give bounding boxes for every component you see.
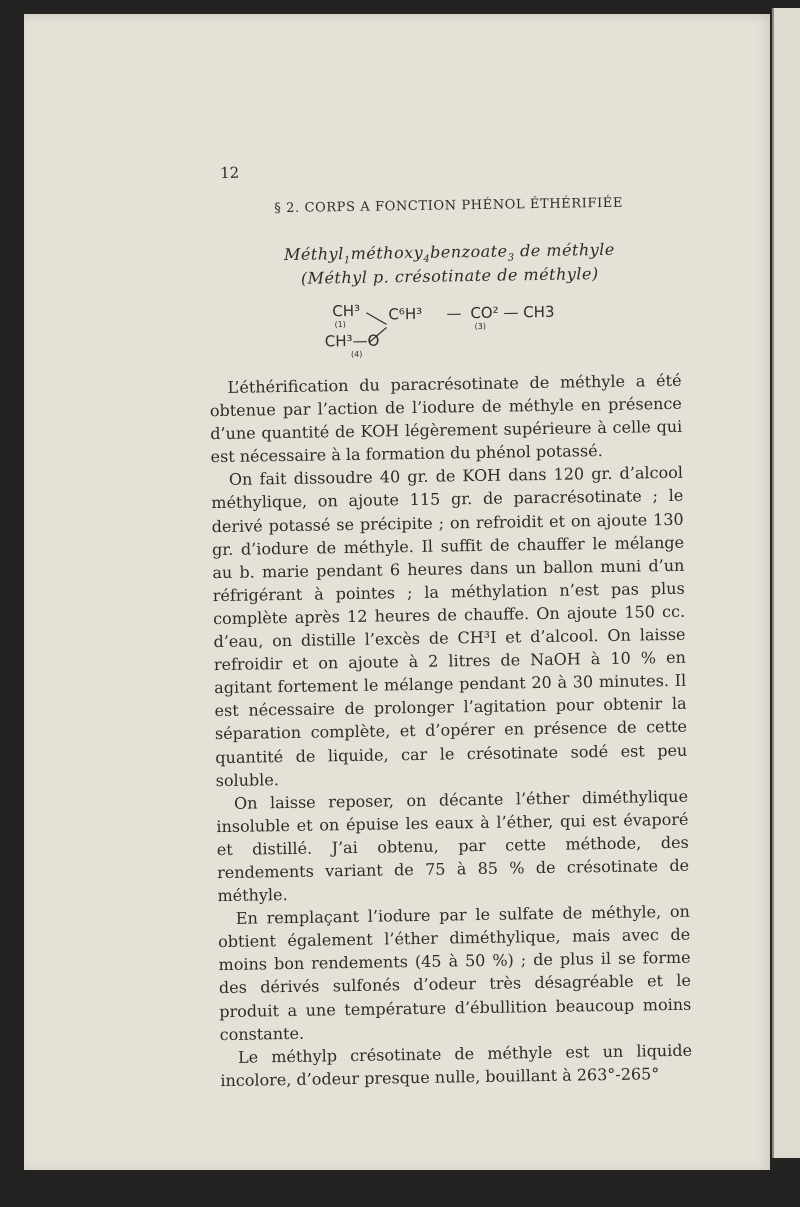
body-text bbox=[209, 369, 692, 1092]
page-content bbox=[209, 157, 693, 1090]
title-part-3: benzoate bbox=[429, 241, 508, 262]
formula-methoxy-position: (4) bbox=[350, 349, 363, 359]
title-part-1: Méthyl bbox=[283, 244, 344, 265]
title-sub-2: 4 bbox=[423, 253, 431, 266]
title-sub-3: 3 bbox=[507, 252, 515, 264]
formula-methyl-group: CH³ bbox=[332, 301, 361, 321]
book-page bbox=[24, 14, 770, 1170]
compound-subtitle: (Méthyl p. crésotinate de méthyle) bbox=[300, 264, 599, 288]
paragraph: Le méthylp crésotinate de méthyle est un liquide incolore, d’odeur presque nulle, bouillant à 263°-265° bbox=[220, 1040, 693, 1090]
adjacent-page-edge bbox=[772, 8, 800, 1158]
section-heading: § 2. CORPS A FONCTION PHÉNOL ÉTHÉRIFIÉE bbox=[274, 195, 624, 217]
title-part-2: méthoxy bbox=[350, 242, 424, 263]
formula-ester-position: (3) bbox=[474, 321, 486, 332]
title-part-4: de méthyle bbox=[514, 239, 615, 261]
formula-methoxy-group: CH³—O bbox=[324, 331, 380, 351]
title-sub-1: 1 bbox=[343, 255, 351, 267]
formula-ester-group: CO² — CH3 bbox=[470, 302, 555, 323]
paragraph: On fait dissoudre 40 gr. de KOH dans 120 gr. d’alcool méthylique, on ajoute 115 gr. de paracrésotinate ; le derivé potassé se précipite ; on refroidit et on ajoute 130 gr. d’iodure de méthyle. Il suffit de chauffer le mélange au b. marie pendant 6 heures dans un ballon muni d’un réfrigérant à pointes ; la méthylation n’est pas plus complète après 12 heures de chauffe. On ajoute 150 cc. d’eau, on distille l’excès de CH³I et d’alcool. On laisse refroidir et on ajoute à 2 litres de NaOH à 10 % en agitant fortement le mélange pendant 20 à 30 minutes. Il est nécessaire de prolonger l’agitation pour obtenir la séparation complète, et d’opérer en présence de cette quantité de liquide, car le crésotinate sodé est peu soluble. bbox=[211, 463, 688, 790]
formula-methyl-position: (1) bbox=[334, 320, 346, 330]
formula-dash: — bbox=[446, 304, 462, 323]
paragraph: En remplaçant l’iodure par le sulfate de méthyle, on obtient également l’éther diméthylique, mais avec de moins bon rendements (45 à 50 %) ; de plus il se forme des dérivés sulfonés d’odeur très désagréable et le produit a une température d’ébullition beaucoup moins constante. bbox=[218, 901, 692, 1044]
paragraph: L’éthérification du paracrésotinate de méthyle a été obtenue par l’action de l’iodure de méthyle en présence d’une quantité de KOH légèrement supérieure à celle qui est nécessaire à la formation du phénol potassé. bbox=[209, 370, 683, 467]
structural-formula bbox=[322, 296, 583, 362]
paragraph: On laisse reposer, on décante l’éther diméthylique insoluble et on épuise les eaux à l’éther, qui est évaporé et distillé. J’ai obtenu, par cette méthode, des rendements variant de 75 à 85 % de crésotinate de méthyle. bbox=[216, 786, 690, 906]
formula-ring: C⁶H³ bbox=[388, 304, 423, 324]
page-number: 12 bbox=[220, 163, 240, 182]
